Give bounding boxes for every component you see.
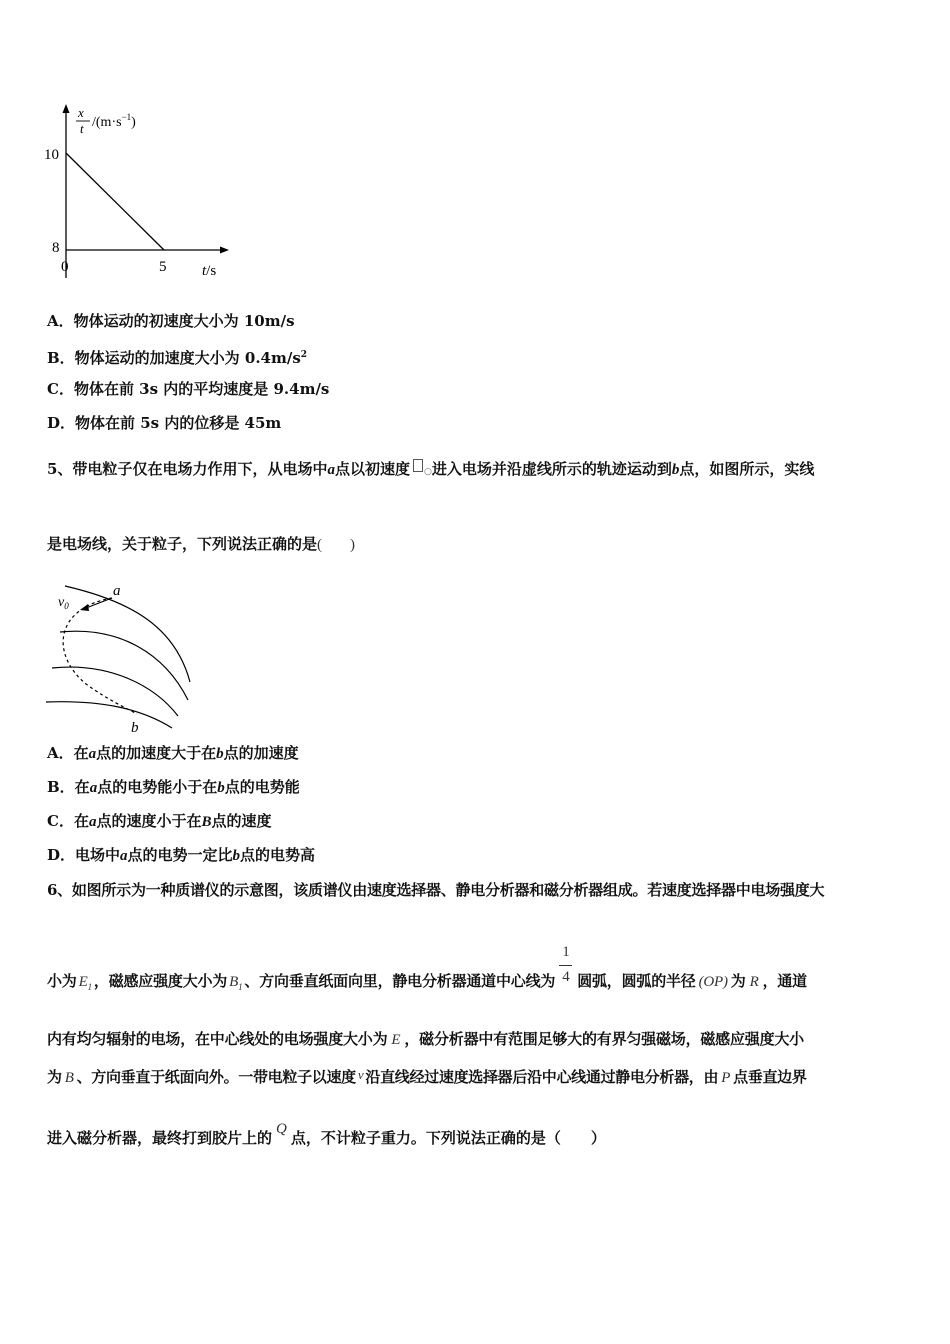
q6-line1: 6、如图所示为一种质谱仪的示意图，该质谱仪由速度选择器、静电分析器和磁分析器组成。若速度选择器中电场强度大 (47, 881, 825, 899)
q6-line3: 内有均匀辐射的电场，在中心线处的电场强度大小为 E ，磁分析器中有范围足够大的有界匀强磁场，磁感应强度大小 (47, 1030, 804, 1048)
x-tick-5: 5 (159, 259, 167, 275)
q5-option-d: D．电场中a点的电势一定比b点的电势高 (47, 846, 316, 864)
q5-option-c: C．在a点的速度小于在B点的速度 (47, 812, 272, 830)
v0-arrowhead (80, 604, 89, 611)
trajectory (63, 598, 137, 714)
v0-placeholder-icon (413, 459, 423, 472)
y-tick-8: 8 (52, 240, 60, 256)
q5-stem-line1: 5、带电粒子仅在电场力作用下，从电场中a点以初速度 ○进入电场并沿虚线所示的轨迹运动到b点，如图所示，实线 (47, 460, 815, 478)
q4-option-d: D．物体在前 5s 内的位移是 45m (47, 414, 282, 432)
q6-line4: 为 B 、方向垂直于纸面向外。一带电粒子以速度 v 沿直线经过速度选择器后沿中心线通过静电分析器，由 P 点垂直边界 (47, 1067, 807, 1086)
data-line (66, 153, 164, 250)
q6-line2: 小为 $E_1$ ，磁感应强度大小为 $B_1$ 、方向垂直纸面向里，静电分析器通道中心线为 $\frac{1}{4}$ 圆弧，圆弧的半径 (OP) 为 R ，通道 (47, 944, 807, 992)
y-tick-10: 10 (44, 147, 59, 163)
point-a-label: a (113, 583, 121, 599)
field-line-3 (52, 667, 178, 716)
q5-option-a: A．在a点的加速度大于在b点的加速度 (47, 744, 299, 762)
y-label-den: t (80, 121, 84, 136)
q4-option-b: B．物体运动的加速度大小为 $0.4m/s^2$ (47, 349, 308, 367)
y-label-unit: $/(m\cdot s^{-1})$ (92, 112, 136, 130)
q4-option-c: C．物体在前 3s 内的平均速度是 9.4m/s (47, 380, 330, 398)
v0-label: $v_0$ (58, 595, 69, 611)
v0-vector (86, 598, 112, 608)
q4-option-a: A．物体运动的初速度大小为 10m/s (47, 312, 295, 330)
q5-stem-line2: 是电场线，关于粒子，下列说法正确的是( ) (47, 535, 356, 553)
origin-label: 0 (61, 259, 69, 275)
q6-line5: 进入磁分析器，最终打到胶片上的 Q 点，不计粒子重力。下列说法正确的是（ ） (47, 1121, 606, 1147)
y-axis-arrow (63, 104, 70, 113)
field-lines-figure (40, 576, 210, 738)
y-label-num: x (78, 105, 84, 120)
q5-option-b: B．在a点的电势能小于在b点的电势能 (47, 778, 300, 796)
quarter-fraction: $\frac{1}{4}$ (558, 966, 574, 986)
x-label: t/s (202, 263, 217, 279)
field-line-4 (46, 702, 172, 728)
field-line-2 (60, 631, 188, 700)
x-axis-arrow (220, 247, 229, 254)
xt-graph (40, 100, 240, 285)
point-b-label: b (131, 720, 139, 736)
